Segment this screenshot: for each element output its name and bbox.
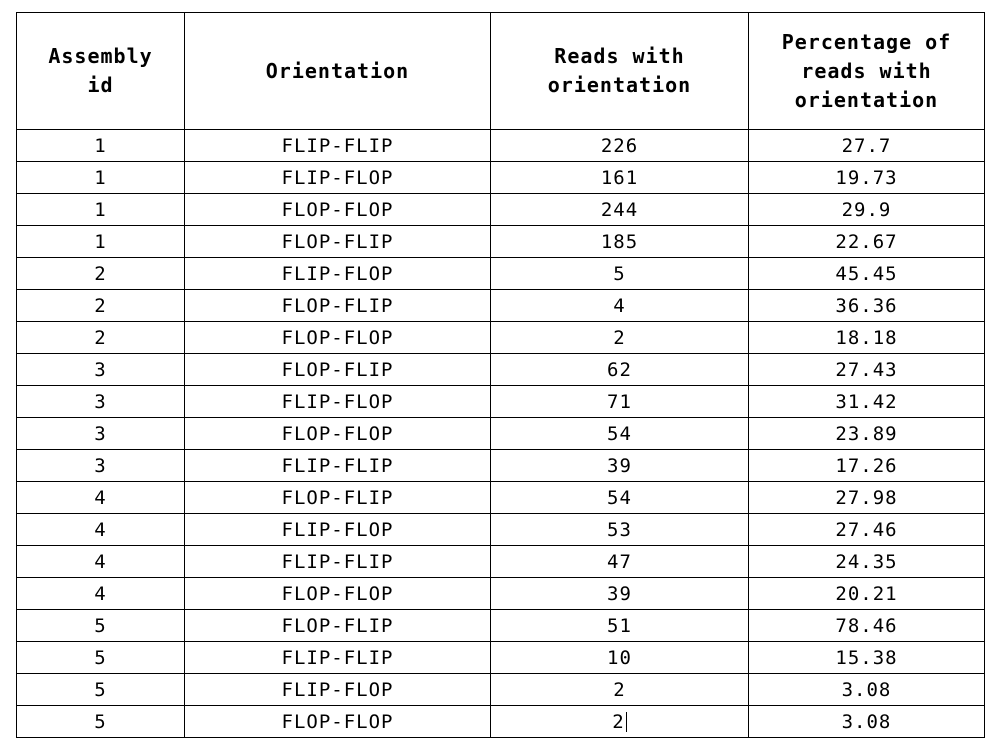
- cell-orientation: FLIP-FLOP: [185, 514, 491, 546]
- cell-reads: 226: [491, 130, 749, 162]
- table-row: [17, 386, 985, 418]
- cell-percentage: 3.08: [749, 674, 985, 706]
- table-row: [17, 610, 985, 642]
- column-header-reads: [491, 13, 749, 130]
- cell-orientation: FLOP-FLIP: [185, 482, 491, 514]
- cell-orientation: FLOP-FLIP: [185, 610, 491, 642]
- cell-assembly-id: 2: [17, 258, 185, 290]
- text-cursor: [626, 712, 627, 732]
- cell-orientation: FLIP-FLOP: [185, 162, 491, 194]
- cell-orientation: FLOP-FLOP: [185, 322, 491, 354]
- cell-percentage: 24.35: [749, 546, 985, 578]
- cell-assembly-id: 4: [17, 514, 185, 546]
- cell-orientation: FLOP-FLOP: [185, 706, 491, 738]
- cell-assembly-id: 1: [17, 226, 185, 258]
- column-header-line: Percentage of: [781, 29, 952, 54]
- cell-orientation: FLOP-FLOP: [185, 418, 491, 450]
- cell-percentage: 36.36: [749, 290, 985, 322]
- cell-reads: 244: [491, 194, 749, 226]
- cell-percentage: 3.08: [749, 706, 985, 738]
- cell-percentage: 29.9: [749, 194, 985, 226]
- cell-assembly-id: 3: [17, 418, 185, 450]
- cell-percentage: 27.43: [749, 354, 985, 386]
- column-header-line: orientation: [547, 73, 692, 97]
- cell-assembly-id: 4: [17, 546, 185, 578]
- cell-percentage: 15.38: [749, 642, 985, 674]
- cell-reads: 185: [491, 226, 749, 258]
- cell-assembly-id: 3: [17, 386, 185, 418]
- column-header-line: Assembly: [48, 44, 153, 68]
- cell-assembly-id: 5: [17, 674, 185, 706]
- cell-reads: 4: [491, 290, 749, 322]
- table-row: [17, 706, 985, 738]
- cell-orientation: FLOP-FLIP: [185, 290, 491, 322]
- cell-reads: 39: [491, 450, 749, 482]
- cell-reads: 2: [491, 674, 749, 706]
- cell-reads: 10: [491, 642, 749, 674]
- cell-reads: 5: [491, 258, 749, 290]
- cell-assembly-id: 1: [17, 194, 185, 226]
- cell-assembly-id: 2: [17, 290, 185, 322]
- cell-reads: 62: [491, 354, 749, 386]
- table-row: [17, 674, 985, 706]
- cell-percentage: 45.45: [749, 258, 985, 290]
- column-header-assembly-id: [17, 13, 185, 130]
- table-body: [17, 130, 985, 738]
- cell-assembly-id: 2: [17, 322, 185, 354]
- cell-reads: 54: [491, 482, 749, 514]
- cell-reads: 54: [491, 418, 749, 450]
- column-header-line: Orientation: [265, 58, 410, 83]
- cell-reads: 53: [491, 514, 749, 546]
- cell-percentage: 23.89: [749, 418, 985, 450]
- table-row: [17, 290, 985, 322]
- cell-assembly-id: 4: [17, 578, 185, 610]
- cell-percentage: 27.7: [749, 130, 985, 162]
- cell-reads: 39: [491, 578, 749, 610]
- cell-orientation: FLIP-FLIP: [185, 642, 491, 674]
- cell-reads: 2: [491, 706, 749, 738]
- cell-reads: 71: [491, 386, 749, 418]
- cell-assembly-id: 3: [17, 450, 185, 482]
- column-header-line: reads with: [801, 58, 932, 83]
- cell-assembly-id: 4: [17, 482, 185, 514]
- column-header-line: Reads with: [554, 44, 685, 68]
- cell-orientation: FLIP-FLIP: [185, 130, 491, 162]
- cell-orientation: FLIP-FLOP: [185, 386, 491, 418]
- column-header-line: orientation: [794, 87, 939, 112]
- table-row: [17, 418, 985, 450]
- cell-percentage: 17.26: [749, 450, 985, 482]
- table-row: [17, 482, 985, 514]
- cell-assembly-id: 1: [17, 130, 185, 162]
- cell-percentage: 78.46: [749, 610, 985, 642]
- table-row: [17, 130, 985, 162]
- cell-percentage: 31.42: [749, 386, 985, 418]
- table-header: [17, 13, 985, 130]
- cell-percentage: 18.18: [749, 322, 985, 354]
- table-row: [17, 578, 985, 610]
- cell-assembly-id: 5: [17, 642, 185, 674]
- table-row: [17, 194, 985, 226]
- cell-orientation: FLIP-FLIP: [185, 450, 491, 482]
- cell-percentage: 20.21: [749, 578, 985, 610]
- cell-percentage: 27.98: [749, 482, 985, 514]
- table-row: [17, 322, 985, 354]
- column-header-line: id: [87, 73, 114, 97]
- table-row: [17, 514, 985, 546]
- table-header-row: [17, 13, 985, 130]
- cell-orientation: FLIP-FLOP: [185, 258, 491, 290]
- table-row: [17, 546, 985, 578]
- cell-percentage: 22.67: [749, 226, 985, 258]
- table-row: [17, 450, 985, 482]
- cell-percentage: 27.46: [749, 514, 985, 546]
- table-row: [17, 258, 985, 290]
- orientation-stats-table: [16, 12, 985, 738]
- table-row: [17, 226, 985, 258]
- cell-reads: 51: [491, 610, 749, 642]
- cell-assembly-id: 5: [17, 706, 185, 738]
- cell-reads: 2: [491, 322, 749, 354]
- column-header-orientation: [185, 13, 491, 130]
- cell-orientation: FLIP-FLOP: [185, 674, 491, 706]
- cell-orientation: FLIP-FLIP: [185, 546, 491, 578]
- cell-orientation: FLOP-FLOP: [185, 578, 491, 610]
- cell-assembly-id: 1: [17, 162, 185, 194]
- cell-orientation: FLOP-FLIP: [185, 354, 491, 386]
- cell-reads: 47: [491, 546, 749, 578]
- cell-assembly-id: 3: [17, 354, 185, 386]
- cell-percentage: 19.73: [749, 162, 985, 194]
- table-row: [17, 354, 985, 386]
- table-row: [17, 642, 985, 674]
- column-header-percentage: [749, 13, 985, 130]
- table-row: [17, 162, 985, 194]
- cell-reads: 161: [491, 162, 749, 194]
- cell-orientation: FLOP-FLOP: [185, 194, 491, 226]
- cell-orientation: FLOP-FLIP: [185, 226, 491, 258]
- table-container: [16, 12, 984, 738]
- cell-assembly-id: 5: [17, 610, 185, 642]
